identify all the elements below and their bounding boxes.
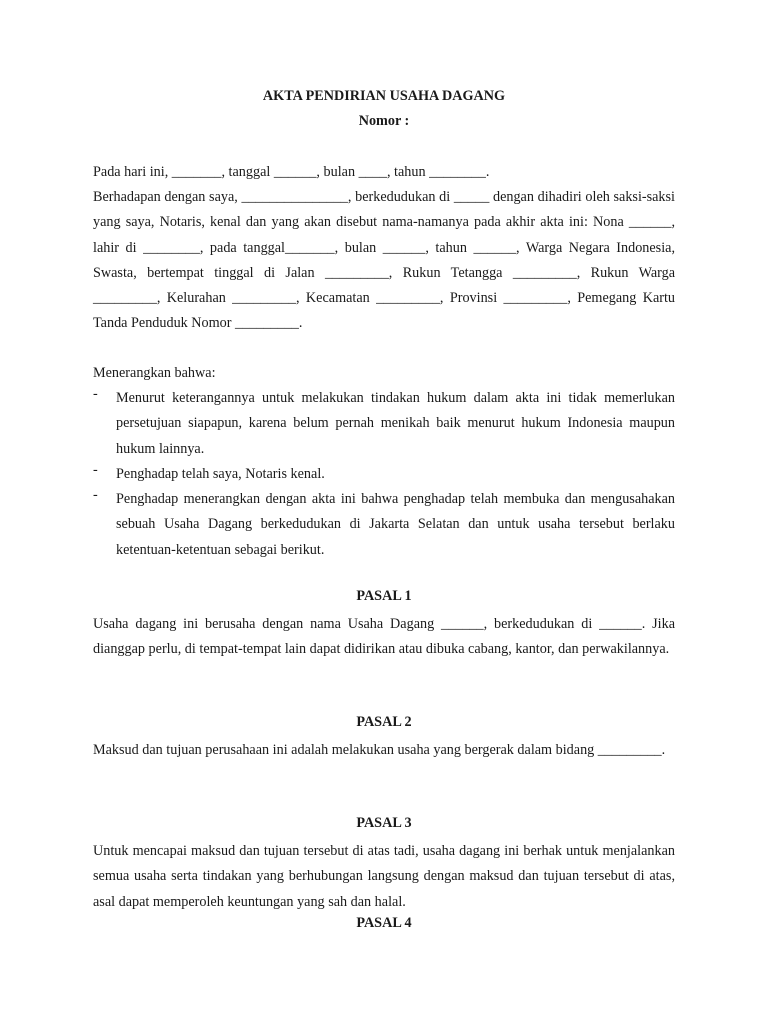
list-item-text: Penghadap menerangkan dengan akta ini bahwa penghadap telah membuka dan mengusahakan sebuah Usaha Dagang berkedudukan di Jakarta Selatan dan untuk usaha tersebut berlaku ketentuan-ketentuan sebagai berikut. bbox=[116, 491, 675, 558]
menerangkan-heading: Menerangkan bahwa: bbox=[93, 365, 216, 381]
list-item-text: Menurut keterangannya untuk melakukan tindakan hukum dalam akta ini tidak memerlukan persetujuan siapapun, karena belum pernah menikah baik menurut hukum Indonesia maupun hukum lainnya. bbox=[116, 390, 675, 457]
pasal-3-text: Untuk mencapai maksud dan tujuan tersebut di atas tadi, usaha dagang ini berhak untuk menjalankan semua usaha serta tindakan yang berhubungan langsung dengan maksud dan tujuan tersebut di atas, asal dapat memperoleh keuntungan yang sah dan halal. bbox=[93, 843, 675, 910]
pasal-1-text: Usaha dagang ini berusaha dengan nama Usaha Dagang ______, berkedudukan di ______. Jika dianggap perlu, di tempat-tempat lain dapat didirikan atau dibuka cabang, kantor, dan perwakilannya. bbox=[93, 616, 675, 658]
pasal-4-heading: PASAL 4 bbox=[356, 915, 412, 931]
pasal-2-text: Maksud dan tujuan perusahaan ini adalah melakukan usaha yang bergerak dalam bidang _________. bbox=[93, 742, 666, 758]
pasal-2-heading: PASAL 2 bbox=[356, 714, 412, 730]
document-number-label: Nomor : bbox=[358, 113, 410, 129]
opening-paragraph: Berhadapan dengan saya, _______________, berkedudukan di _____ dengan dihadiri oleh saksi-saksi yang saya, Notaris, kenal dan yang akan disebut nama-namanya pada akhir akta ini: Nona ______, lahir di ________, pada tanggal_______, bulan ______, tahun ______, Warga Negara Indonesia, Swasta, bertempat tinggal di Jalan _________, Rukun Tetangga _________, Rukun Warga _________, Kelurahan _________, Kecamatan _________, Provinsi _________, Pemegang Kartu Tanda Penduduk Nomor _________. bbox=[93, 189, 675, 332]
list-item bbox=[93, 386, 675, 462]
opening-section bbox=[93, 160, 675, 337]
list-dash: - bbox=[93, 487, 98, 504]
list-item bbox=[93, 487, 675, 563]
opening-date-line: Pada hari ini, _______, tanggal ______, bulan ____, tahun ________. bbox=[93, 164, 490, 180]
list-dash: - bbox=[93, 461, 98, 478]
list-item-text: Penghadap telah saya, Notaris kenal. bbox=[116, 465, 325, 482]
pasal-1-heading: PASAL 1 bbox=[356, 588, 412, 604]
list-item bbox=[93, 462, 675, 487]
pasal-3-heading: PASAL 3 bbox=[356, 815, 412, 831]
list-dash: - bbox=[93, 386, 98, 402]
document-title: AKTA PENDIRIAN USAHA DAGANG bbox=[262, 88, 506, 104]
menerangkan-section bbox=[93, 361, 675, 563]
